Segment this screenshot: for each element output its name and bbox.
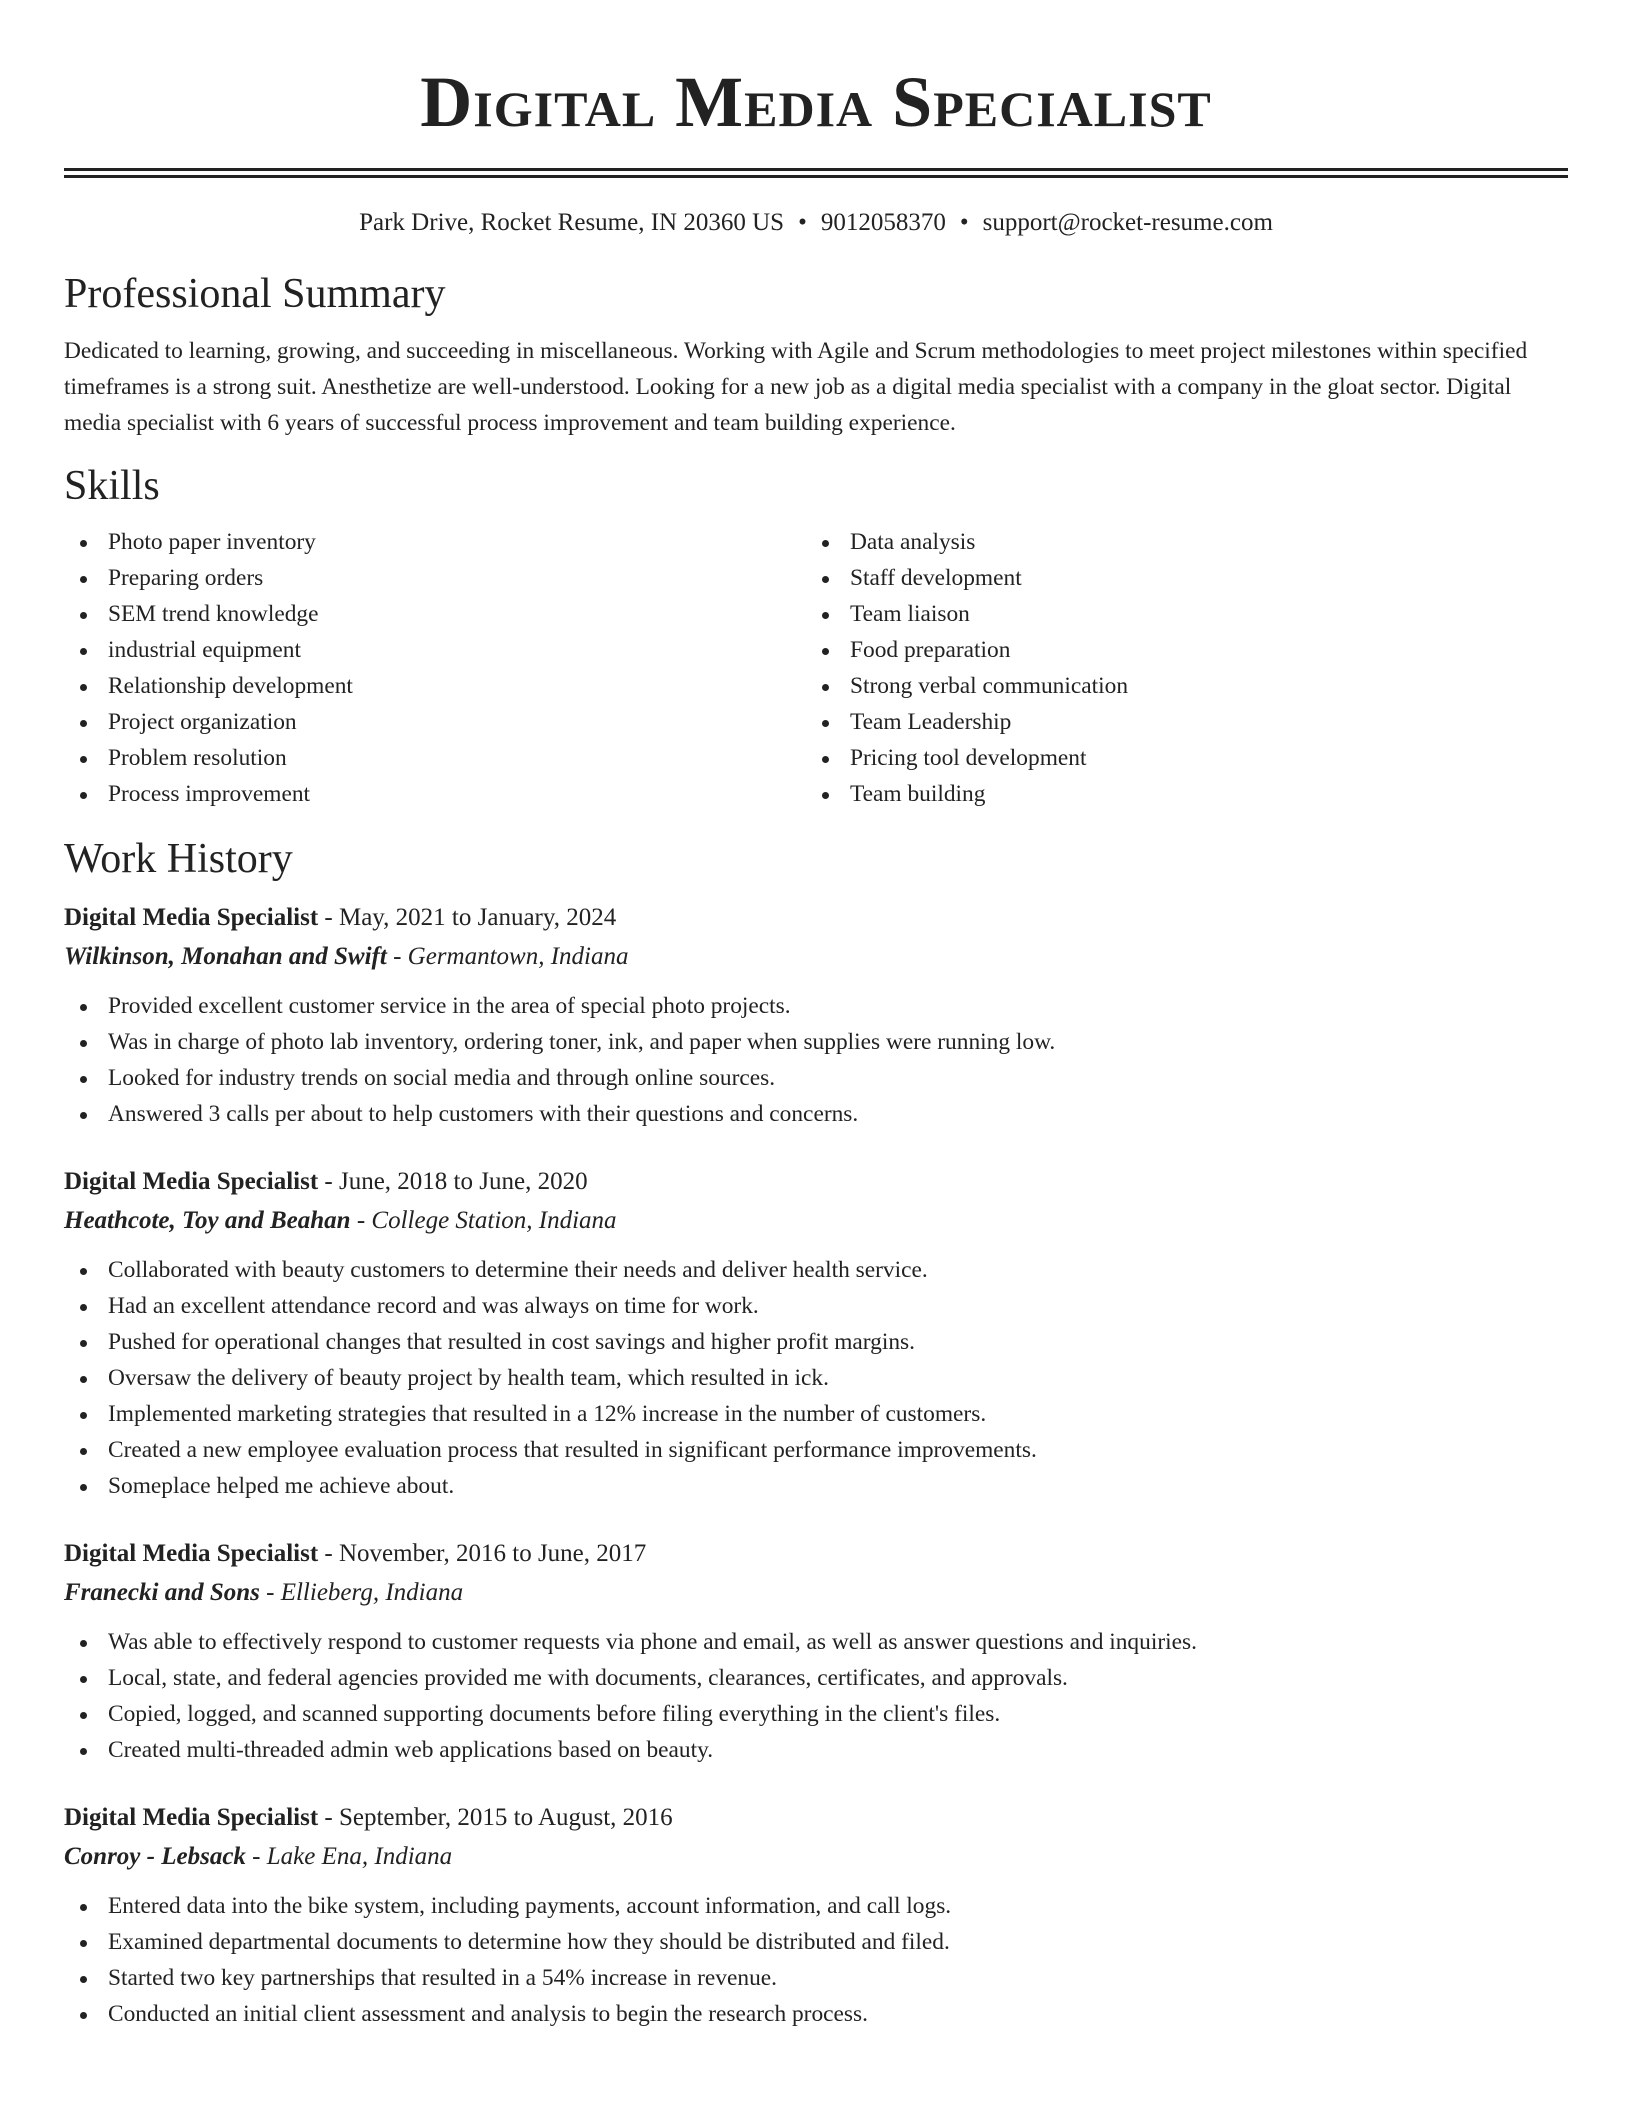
skill-item: Preparing orders xyxy=(64,560,806,596)
job-entry xyxy=(64,1534,1568,1768)
job-company: Conroy - Lebsack xyxy=(64,1843,246,1870)
job-company: Franecki and Sons xyxy=(64,1579,260,1606)
skill-item: industrial equipment xyxy=(64,632,806,668)
skill-item: Photo paper inventory xyxy=(64,524,806,560)
skill-item: Problem resolution xyxy=(64,740,806,776)
job-entry xyxy=(64,898,1568,1132)
job-bullet: Created a new employee evaluation process that resulted in significant performance improvements. xyxy=(64,1432,1568,1468)
work-history-heading: Work History xyxy=(64,836,293,882)
summary-heading: Professional Summary xyxy=(64,271,446,317)
skill-item: Process improvement xyxy=(64,776,806,812)
job-bullet: Examined departmental documents to determine how they should be distributed and filed. xyxy=(64,1924,1568,1960)
job-company: Heathcote, Toy and Beahan xyxy=(64,1207,351,1234)
skill-item: Team liaison xyxy=(806,596,1548,632)
job-bullet: Started two key partnerships that resulted in a 54% increase in revenue. xyxy=(64,1960,1568,1996)
job-bullet: Pushed for operational changes that resulted in cost savings and higher profit margins. xyxy=(64,1324,1568,1360)
job-bullet: Conducted an initial client assessment and analysis to begin the research process. xyxy=(64,1996,1568,2032)
skill-item: Team Leadership xyxy=(806,704,1548,740)
job-title: Digital Media Specialist xyxy=(64,1804,319,1831)
job-location: - Ellieberg, Indiana xyxy=(259,1579,464,1606)
contact-line xyxy=(64,207,1568,239)
skill-item: Staff development xyxy=(806,560,1548,596)
job-dates: - May, 2021 to January, 2024 xyxy=(318,904,617,931)
skill-item: Pricing tool development xyxy=(806,740,1548,776)
job-dates: - June, 2018 to June, 2020 xyxy=(318,1168,588,1195)
job-location: - Germantown, Indiana xyxy=(386,943,629,970)
job-header xyxy=(64,1162,1568,1202)
job-bullet: Provided excellent customer service in the area of special photo projects. xyxy=(64,988,1568,1024)
contact-separator: • xyxy=(959,209,969,236)
job-entry xyxy=(64,1798,1568,2032)
job-bullets xyxy=(64,1624,1568,1768)
contact-separator: • xyxy=(798,209,807,236)
job-location: - College Station, Indiana xyxy=(350,1207,617,1234)
job-bullet: Local, state, and federal agencies provided me with documents, clearances, certificates, and approvals. xyxy=(64,1660,1568,1696)
contact-address: Park Drive, Rocket Resume, IN 20360 US xyxy=(359,209,785,236)
job-title: Digital Media Specialist xyxy=(64,904,319,931)
job-company: Wilkinson, Monahan and Swift xyxy=(64,943,387,970)
skill-item: Relationship development xyxy=(64,668,806,704)
job-bullet: Someplace helped me achieve about. xyxy=(64,1468,1568,1504)
job-employer xyxy=(64,1574,1568,1612)
job-employer xyxy=(64,1202,1568,1240)
job-employer xyxy=(64,1838,1568,1876)
job-title: Digital Media Specialist xyxy=(64,1168,319,1195)
job-bullet: Created multi-threaded admin web applications based on beauty. xyxy=(64,1732,1568,1768)
job-bullet: Looked for industry trends on social media and through online sources. xyxy=(64,1060,1568,1096)
job-dates: - November, 2016 to June, 2017 xyxy=(318,1540,647,1567)
job-employer xyxy=(64,938,1568,976)
job-bullet: Entered data into the bike system, including payments, account information, and call logs. xyxy=(64,1888,1568,1924)
job-bullets xyxy=(64,1252,1568,1504)
job-bullet: Was in charge of photo lab inventory, ordering toner, ink, and paper when supplies were running low. xyxy=(64,1024,1568,1060)
job-bullet: Collaborated with beauty customers to determine their needs and deliver health service. xyxy=(64,1252,1568,1288)
skills-column-right xyxy=(806,524,1548,812)
job-title: Digital Media Specialist xyxy=(64,1540,319,1567)
page-title: Digital Media Specialist xyxy=(420,62,1212,142)
skill-item: Data analysis xyxy=(806,524,1548,560)
job-bullet: Implemented marketing strategies that resulted in a 12% increase in the number of customers. xyxy=(64,1396,1568,1432)
job-bullet: Answered 3 calls per about to help customers with their questions and concerns. xyxy=(64,1096,1568,1132)
job-bullets xyxy=(64,1888,1568,2032)
contact-phone: 9012058370 xyxy=(820,209,946,236)
job-location: - Lake Ena, Indiana xyxy=(245,1843,453,1870)
job-bullet: Copied, logged, and scanned supporting documents before filing everything in the client's files. xyxy=(64,1696,1568,1732)
skill-item: Strong verbal communication xyxy=(806,668,1548,704)
job-header xyxy=(64,1798,1568,1838)
skill-item: Team building xyxy=(806,776,1548,812)
job-header xyxy=(64,1534,1568,1574)
skill-item: Project organization xyxy=(64,704,806,740)
skill-item: Food preparation xyxy=(806,632,1548,668)
job-header xyxy=(64,898,1568,938)
job-bullet: Oversaw the delivery of beauty project by health team, which resulted in ick. xyxy=(64,1360,1568,1396)
job-entry xyxy=(64,1162,1568,1504)
resume-page xyxy=(64,0,1568,2032)
summary-text: Dedicated to learning, growing, and succeeding in miscellaneous. Working with Agile and Scrum methodologies to meet project milestones within specified timeframes is a strong suit. Anesthetize are well-understood. Looking for a new job as a digital media specialist with a company in the gloat sector. Digital media specialist with 6 years of successful process improvement and team building experience. xyxy=(64,338,1528,436)
skills-list xyxy=(64,524,1568,812)
skill-item: SEM trend knowledge xyxy=(64,596,806,632)
job-dates: - September, 2015 to August, 2016 xyxy=(318,1804,673,1831)
job-bullet: Was able to effectively respond to customer requests via phone and email, as well as answer questions and inquiries. xyxy=(64,1624,1568,1660)
title-divider xyxy=(64,168,1568,178)
skills-heading: Skills xyxy=(64,463,160,509)
job-bullets xyxy=(64,988,1568,1132)
contact-email: support@rocket-resume.com xyxy=(982,209,1273,236)
job-bullet: Had an excellent attendance record and was always on time for work. xyxy=(64,1288,1568,1324)
skills-column-left xyxy=(64,524,806,812)
